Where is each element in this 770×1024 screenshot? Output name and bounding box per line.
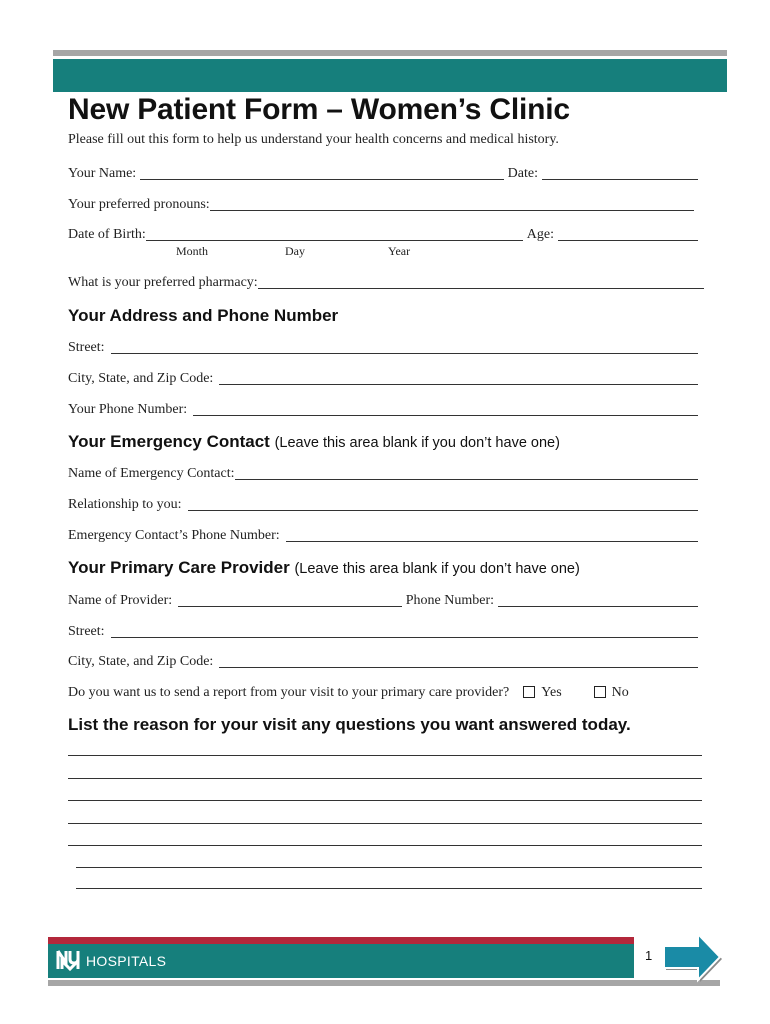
provider-street-row <box>68 620 702 640</box>
reason-answer-line[interactable] <box>68 778 702 779</box>
address-heading: Your Address and Phone Number <box>68 306 339 325</box>
yes-label: Yes <box>541 685 562 700</box>
address-street-field[interactable] <box>111 339 698 354</box>
address-phone-field[interactable] <box>193 401 698 416</box>
provider-phone-field[interactable] <box>498 592 698 607</box>
emergency-relationship-field[interactable] <box>188 496 698 511</box>
pharmacy-row <box>68 271 708 291</box>
reason-answer-line[interactable] <box>68 755 702 756</box>
dob-year-label: Year <box>388 244 411 258</box>
reason-answer-line[interactable] <box>68 845 702 846</box>
emergency-heading <box>68 432 560 452</box>
reason-answer-line[interactable] <box>76 867 702 868</box>
pharmacy-label: What is your preferred pharmacy: <box>68 275 258 290</box>
provider-name-label: Name of Provider: <box>68 593 173 608</box>
provider-report-question: Do you want us to send a report from your visit to your primary care provider? <box>68 685 510 700</box>
provider-heading <box>68 558 580 578</box>
address-city-field[interactable] <box>219 370 698 385</box>
header-gray-bar <box>53 50 727 56</box>
provider-heading-text: Your Primary Care Provider <box>68 558 290 577</box>
pronouns-field[interactable] <box>210 196 694 211</box>
no-label: No <box>611 685 629 700</box>
no-checkbox[interactable] <box>594 686 606 698</box>
pronouns-label: Your preferred pronouns: <box>68 197 210 212</box>
provider-city-row <box>68 650 702 670</box>
report-no-option[interactable] <box>590 685 629 701</box>
form-intro: Please fill out this form to help us understand your health concerns and medical history. <box>68 132 559 147</box>
emergency-relationship-row <box>68 493 702 513</box>
provider-heading-note: (Leave this area blank if you don’t have one) <box>294 561 580 577</box>
provider-street-label: Street: <box>68 624 105 639</box>
provider-city-field[interactable] <box>219 653 698 668</box>
dob-month-label: Month <box>176 244 209 258</box>
age-field[interactable] <box>558 226 698 241</box>
pronouns-row <box>68 193 698 213</box>
emergency-heading-text: Your Emergency Contact <box>68 432 270 451</box>
address-phone-label: Your Phone Number: <box>68 402 188 417</box>
date-field[interactable] <box>542 165 698 180</box>
age-label: Age: <box>526 227 554 242</box>
emergency-name-field[interactable] <box>235 465 698 480</box>
dob-field[interactable] <box>146 226 523 241</box>
emergency-phone-label: Emergency Contact’s Phone Number: <box>68 528 280 543</box>
date-label: Date: <box>507 166 538 181</box>
footer-gray-bar <box>48 980 720 986</box>
address-phone-row <box>68 398 702 418</box>
provider-name-phone-row <box>68 589 702 609</box>
arrow-right-icon[interactable] <box>660 926 722 988</box>
pharmacy-field[interactable] <box>258 274 704 289</box>
emergency-phone-row <box>68 524 702 544</box>
emergency-name-row <box>68 462 702 482</box>
reason-heading: List the reason for your visit any questions you want answered today. <box>68 715 631 734</box>
name-date-row <box>68 162 702 182</box>
hospitals-wordmark: HOSPITALS <box>86 953 167 969</box>
emergency-relationship-label: Relationship to you: <box>68 497 182 512</box>
provider-name-field[interactable] <box>178 592 402 607</box>
report-yes-option[interactable] <box>519 685 561 701</box>
provider-phone-label: Phone Number: <box>405 593 494 608</box>
page-number: 1 <box>645 948 653 963</box>
address-city-row <box>68 367 702 387</box>
dob-label: Date of Birth: <box>68 227 146 242</box>
name-field[interactable] <box>140 165 503 180</box>
emergency-name-label: Name of Emergency Contact: <box>68 466 235 481</box>
reason-answer-line[interactable] <box>68 823 702 824</box>
address-street-row <box>68 336 702 356</box>
name-label: Your Name: <box>68 166 137 181</box>
provider-city-label: City, State, and Zip Code: <box>68 654 214 669</box>
provider-report-row <box>68 681 702 701</box>
dob-age-row <box>68 223 702 243</box>
address-city-label: City, State, and Zip Code: <box>68 371 214 386</box>
provider-street-field[interactable] <box>111 623 698 638</box>
reason-answer-line[interactable] <box>76 888 702 889</box>
address-street-label: Street: <box>68 340 105 355</box>
unm-logo-icon <box>56 948 84 972</box>
header-teal-bar <box>53 59 727 92</box>
emergency-phone-field[interactable] <box>286 527 698 542</box>
yes-checkbox[interactable] <box>523 686 535 698</box>
dob-day-label: Day <box>285 244 305 258</box>
form-title: New Patient Form – Women’s Clinic <box>68 93 570 126</box>
emergency-heading-note: (Leave this area blank if you don’t have one) <box>274 435 560 451</box>
reason-answer-line[interactable] <box>68 800 702 801</box>
footer-red-bar <box>48 937 634 944</box>
